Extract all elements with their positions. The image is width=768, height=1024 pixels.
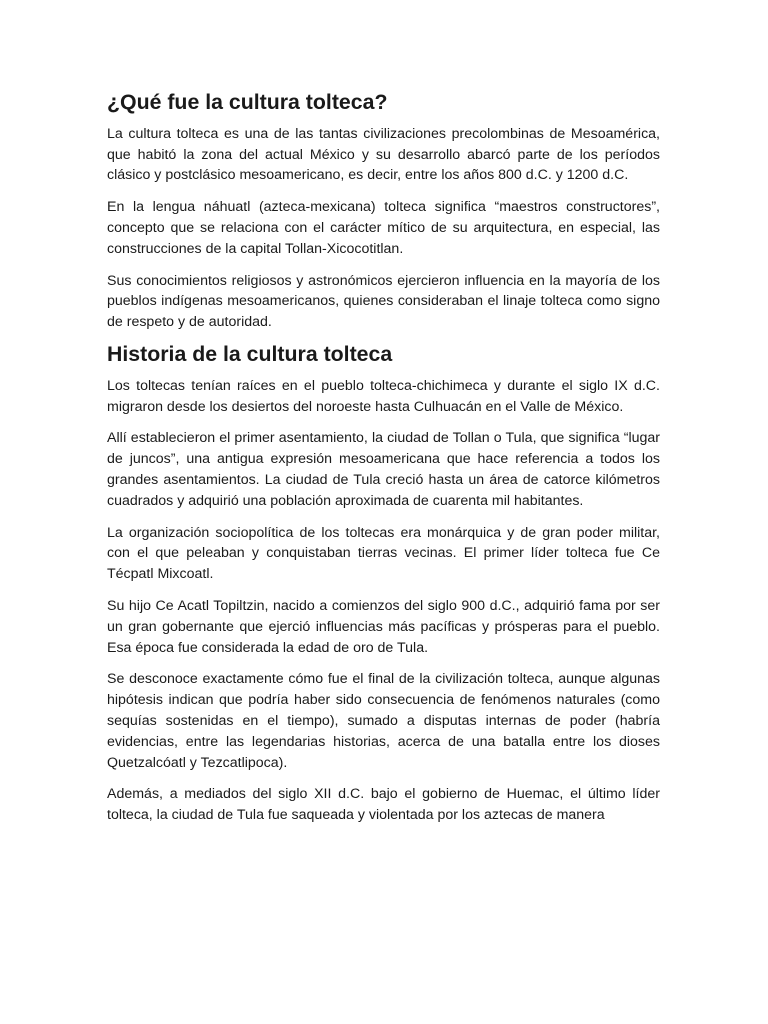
section-heading-que-fue: ¿Qué fue la cultura tolteca? — [107, 90, 388, 114]
paragraph: La organización sociopolítica de los toltecas era monárquica y de gran poder militar, con el que peleaban y conquistaban tierras vecinas. El primer líder tolteca fue Ce Técpatl Mixcoatl. — [107, 524, 660, 583]
paragraph: En la lengua náhuatl (azteca-mexicana) tolteca significa “maestros constructores”, concepto que se relaciona con el carácter mítico de su arquitectura, en especial, las construcciones de la capital Tollan-Xicocotitlan. — [107, 199, 660, 257]
paragraph: La cultura tolteca es una de las tantas civilizaciones precolombinas de Mesoamérica, que habitó la zona del actual México y su desarrollo abarcó parte de los períodos clásico y postclásico mesoamericano, es decir, entre los años 800 d.C. y 1200 d.C. — [107, 125, 660, 184]
paragraph: Sus conocimientos religiosos y astronómicos ejercieron influencia en la mayoría de los pueblos indígenas mesoamericanos, quienes consideraban el linaje tolteca como signo de respeto y de autoridad. — [107, 272, 660, 331]
paragraph: Su hijo Ce Acatl Topiltzin, nacido a comienzos del siglo 900 d.C., adquirió fama por ser un gran gobernante que ejerció influencias más pacíficas y prósperas para el pueblo. Esa época fue considerada la edad de oro de Tula. — [107, 597, 660, 656]
section-heading-historia: Historia de la cultura tolteca — [107, 341, 393, 366]
paragraph: Además, a mediados del siglo XII d.C. bajo el gobierno de Huemac, el último líder tolteca, la ciudad de Tula fue saqueada y violentada por los aztecas de manera — [107, 786, 660, 824]
document-page — [107, 92, 660, 837]
paragraph: Los toltecas tenían raíces en el pueblo tolteca-chichimeca y durante el siglo IX d.C. migraron desde los desiertos del noroeste hasta Culhuacán en el Valle de México. — [107, 377, 660, 415]
paragraph: Allí establecieron el primer asentamiento, la ciudad de Tollan o Tula, que significa “lugar de juncos”, una antigua expresión mesoamericana que hace referencia a todos los grandes asentamientos. La ciudad de Tula creció hasta un área de catorce kilómetros cuadrados y adquirió una población aproximada de cuarenta mil habitantes. — [107, 430, 660, 509]
paragraph: Se desconoce exactamente cómo fue el final de la civilización tolteca, aunque algunas hipótesis indican que podría haber sido consecuencia de fenómenos naturales (como sequías sostenidas en el tiempo), sumado a disputas internas de poder (habría evidencias, entre las legendarias historias, acerca de una batalla entre los dioses Quetzalcóatl y Tezcatlipoca). — [107, 671, 660, 771]
